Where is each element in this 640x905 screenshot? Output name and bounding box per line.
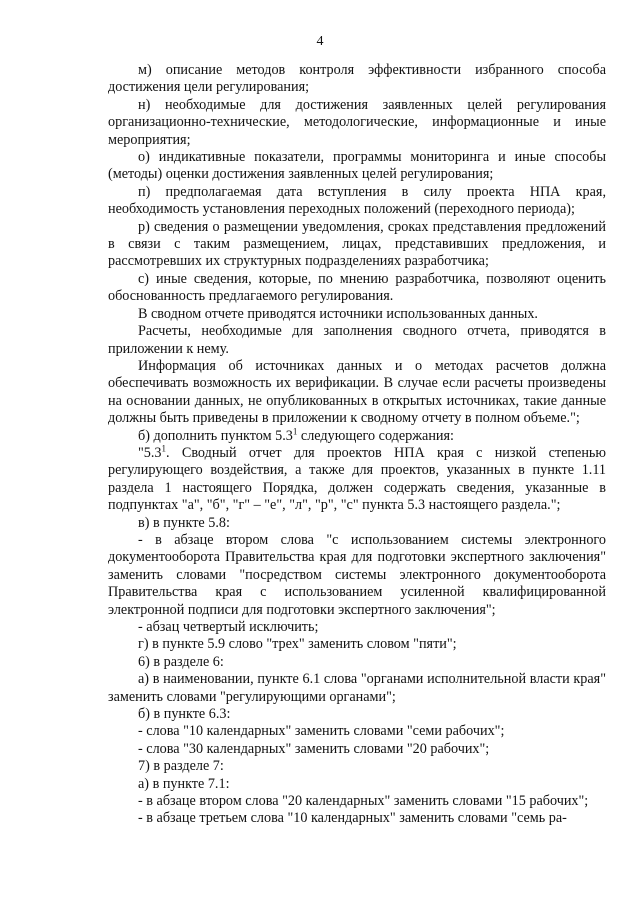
item-r: р) сведения о размещении уведомления, сроках представления предложений в связи с таким размещением, лицах, представивших предложения, и рассмотревших их структурных подразделениях разработчика; (108, 218, 606, 270)
item-g-5-9: г) в пункте 5.9 слово "трех" заменить словом "пяти"; (138, 636, 457, 653)
add-point-sup: 1 (292, 425, 298, 436)
item-abzac-2: - в абзаце втором слова "с использованием системы электронного документооборота Правительства края для подготовки экспертного заключения" заменить словами "посредством системы электронного документооборота Правительства края с использованием усиленной квалифицированной электронной подписи для подготовки экспертного заключения"; (108, 531, 606, 618)
paragraph-add-point (108, 425, 606, 445)
paragraph-verification: Информация об источниках данных и о методах расчетов должна обеспечивать возможность их верификации. В случае если расчеты произведены на основании данных, не опубликованных в открытых источниках, такие данные должны быть приведены в приложении к сводному отчету в полном объеме."; (108, 357, 606, 427)
paragraph-point-5-3-1 (108, 445, 606, 515)
item-p: п) предполагаемая дата вступления в силу проекта НПА края, необходимость установления переходных положений (переходного периода); (108, 183, 606, 218)
item-words-30: - слова "30 календарных" заменить словами "20 рабочих"; (138, 740, 490, 757)
item-abzac-2-7-1: - в абзаце втором слова "20 календарных" заменить словами "15 рабочих"; (138, 793, 589, 810)
item-abzac-3-7-1: - в абзаце третьем слова "10 календарных" заменить словами "семь ра- (138, 810, 567, 827)
add-point-post: следующего содержания: (297, 427, 454, 444)
point-5-3-1-sup: 1 (161, 443, 167, 454)
item-v-5-8: в) в пункте 5.8: (138, 514, 230, 531)
point-5-3-1-pre: "5.3 (138, 444, 162, 461)
add-point-pre: б) дополнить пунктом 5.3 (138, 427, 293, 444)
item-o: о) индикативные показатели, программы мониторинга и иные способы (методы) оценки достижения заявленных целей регулирования; (108, 149, 606, 183)
item-a-7-1: а) в пункте 7.1: (138, 775, 230, 792)
paragraph-sources: В сводном отчете приводятся источники использованных данных. (138, 305, 538, 322)
document-body (108, 62, 606, 828)
point-5-3-1-post: . Сводный отчет для проектов НПА края с низкой степенью регулирующего воздействия, а также для проектов, указанных в пункте 1.11 раздела 1 настоящего Порядка, должен содержать сведения, указанные в подпунктах "а", "б", "г" – "е", "л", "р", "с" пункта 5.3 настоящего раздела."; (108, 444, 606, 514)
item-m: м) описание методов контроля эффективности избранного способа достижения цели регулирования; (108, 62, 606, 96)
item-a-6-1: а) в наименовании, пункте 6.1 слова "органами исполнительной власти края" заменить словами "регулирующими органами"; (108, 671, 606, 705)
page-number: 4 (316, 34, 324, 49)
item-s: с) иные сведения, которые, по мнению разработчика, позволяют оценить обоснованность предлагаемого регулирования. (108, 270, 606, 305)
section-7: 7) в разделе 7: (138, 758, 224, 775)
item-n: н) необходимые для достижения заявленных целей регулирования организационно-технические, методологические, информационные и иные мероприятия; (108, 96, 606, 148)
section-6: 6) в разделе 6: (138, 653, 224, 670)
item-words-10: - слова "10 календарных" заменить словами "семи рабочих"; (138, 723, 505, 740)
paragraph-calculations: Расчеты, необходимые для заполнения сводного отчета, приводятся в приложении к нему. (108, 323, 606, 357)
item-b-6-3: б) в пункте 6.3: (138, 706, 231, 723)
item-abzac-4: - абзац четвертый исключить; (138, 619, 319, 635)
